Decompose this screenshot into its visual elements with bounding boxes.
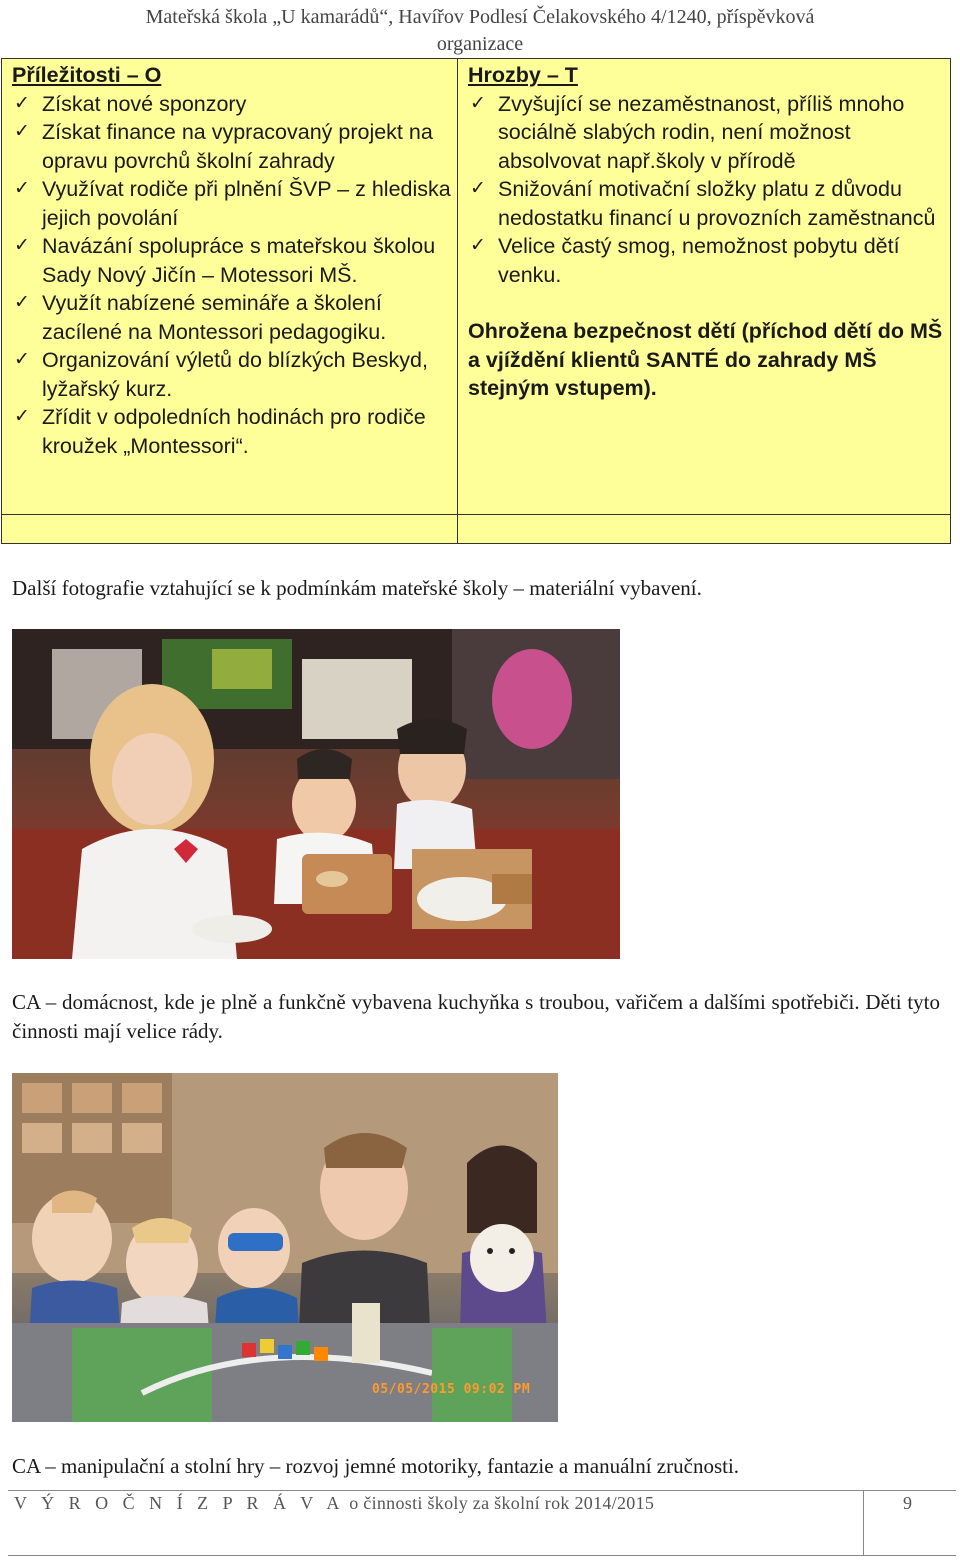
header-line-2: organizace <box>436 33 524 55</box>
photo-kitchen-caption: CA – domácnost, kde je plně a funkčně vybavena kuchyňka s troubou, vařičem a dalšími spotřebiči. Děti tyto činnosti mají velice rády. <box>12 990 940 1043</box>
header-line-1: Mateřská škola „U kamarádů“, Havířov Podlesí Čelakovského 4/1240, příspěvková <box>145 6 815 28</box>
page-number: 9 <box>903 1493 912 1513</box>
list-item: ✓ Organizování výletů do blízkých Beskyd, lyžařský kurz. <box>14 348 428 401</box>
checkmark-icon: ✓ <box>14 349 30 370</box>
document-footer <box>8 1490 956 1556</box>
table-column-divider <box>457 59 458 543</box>
document-header <box>0 4 960 58</box>
checkmark-icon: ✓ <box>470 178 486 199</box>
photos-intro-text: Další fotografie vztahující se k podmínkám mateřské školy – materiální vybavení. <box>12 576 702 600</box>
footer-report-subtitle: o činnosti školy za školní rok 2014/2015 <box>349 1493 655 1513</box>
photo-kitchen-activity <box>12 629 620 959</box>
photo-timestamp: 05/05/2015 09:02 PM <box>372 1382 531 1397</box>
checkmark-icon: ✓ <box>14 121 30 142</box>
checkmark-icon: ✓ <box>14 292 30 313</box>
footer-report-title: V Ý R O Č N Í Z P R Á V A <box>14 1493 345 1513</box>
opportunities-list <box>12 90 452 461</box>
checkmark-icon: ✓ <box>14 406 30 427</box>
checkmark-icon: ✓ <box>14 92 30 114</box>
threats-column <box>468 61 948 403</box>
list-item: ✓ Snižování motivační složky platu z důvodu nedostatku financí u provozních zaměstnanců <box>470 177 936 230</box>
list-item: ✓ Využít nabízené semináře a školení zacílené na Montessori pedagogiku. <box>14 291 387 344</box>
threat-bold-note: Ohrožena bezpečnost dětí (příchod dětí do MŠ a vjíždění klientů SANTÉ do zahrady MŠ stejným vstupem). <box>468 319 943 400</box>
list-item: ✓ Velice častý smog, nemožnost pobytu dětí venku. <box>470 234 900 287</box>
list-item: ✓ Zřídit v odpoledních hodinách pro rodiče kroužek „Montessori“. <box>14 405 426 458</box>
list-item: ✓ Využívat rodiče při plnění ŠVP – z hlediska jejich povolání <box>14 177 451 230</box>
opportunities-column <box>12 61 452 460</box>
footer-divider <box>863 1491 864 1555</box>
threats-title: Hrozby – T <box>468 63 578 87</box>
list-item: ✓ Získat nové sponzory <box>12 90 452 119</box>
checkmark-icon: ✓ <box>14 235 30 256</box>
swot-table <box>1 58 951 544</box>
list-item: ✓ Navázání spolupráce s mateřskou školou Sady Nový Jičín – Motessori MŠ. <box>14 234 436 287</box>
checkmark-icon: ✓ <box>470 235 486 256</box>
list-item: ✓ Získat finance na vypracovaný projekt na opravu povrchů školní zahrady <box>14 120 433 173</box>
photo-kitchen-illustration <box>12 629 620 959</box>
table-row-divider <box>2 514 950 515</box>
threats-list <box>468 90 948 290</box>
photo-games-illustration <box>12 1073 558 1422</box>
list-item: ✓ Zvyšující se nezaměstnanost, příliš mnoho sociálně slabých rodin, není možnost absolvovat např.školy v přírodě <box>470 91 905 173</box>
footer-title <box>14 1493 654 1514</box>
checkmark-icon: ✓ <box>14 178 30 199</box>
checkmark-icon: ✓ <box>470 92 486 114</box>
opportunities-title: Příležitosti – O <box>12 63 162 87</box>
photo-table-games <box>12 1073 558 1422</box>
photo-games-caption: CA – manipulační a stolní hry – rozvoj jemné motoriky, fantazie a manuální zručnosti. <box>12 1454 740 1478</box>
